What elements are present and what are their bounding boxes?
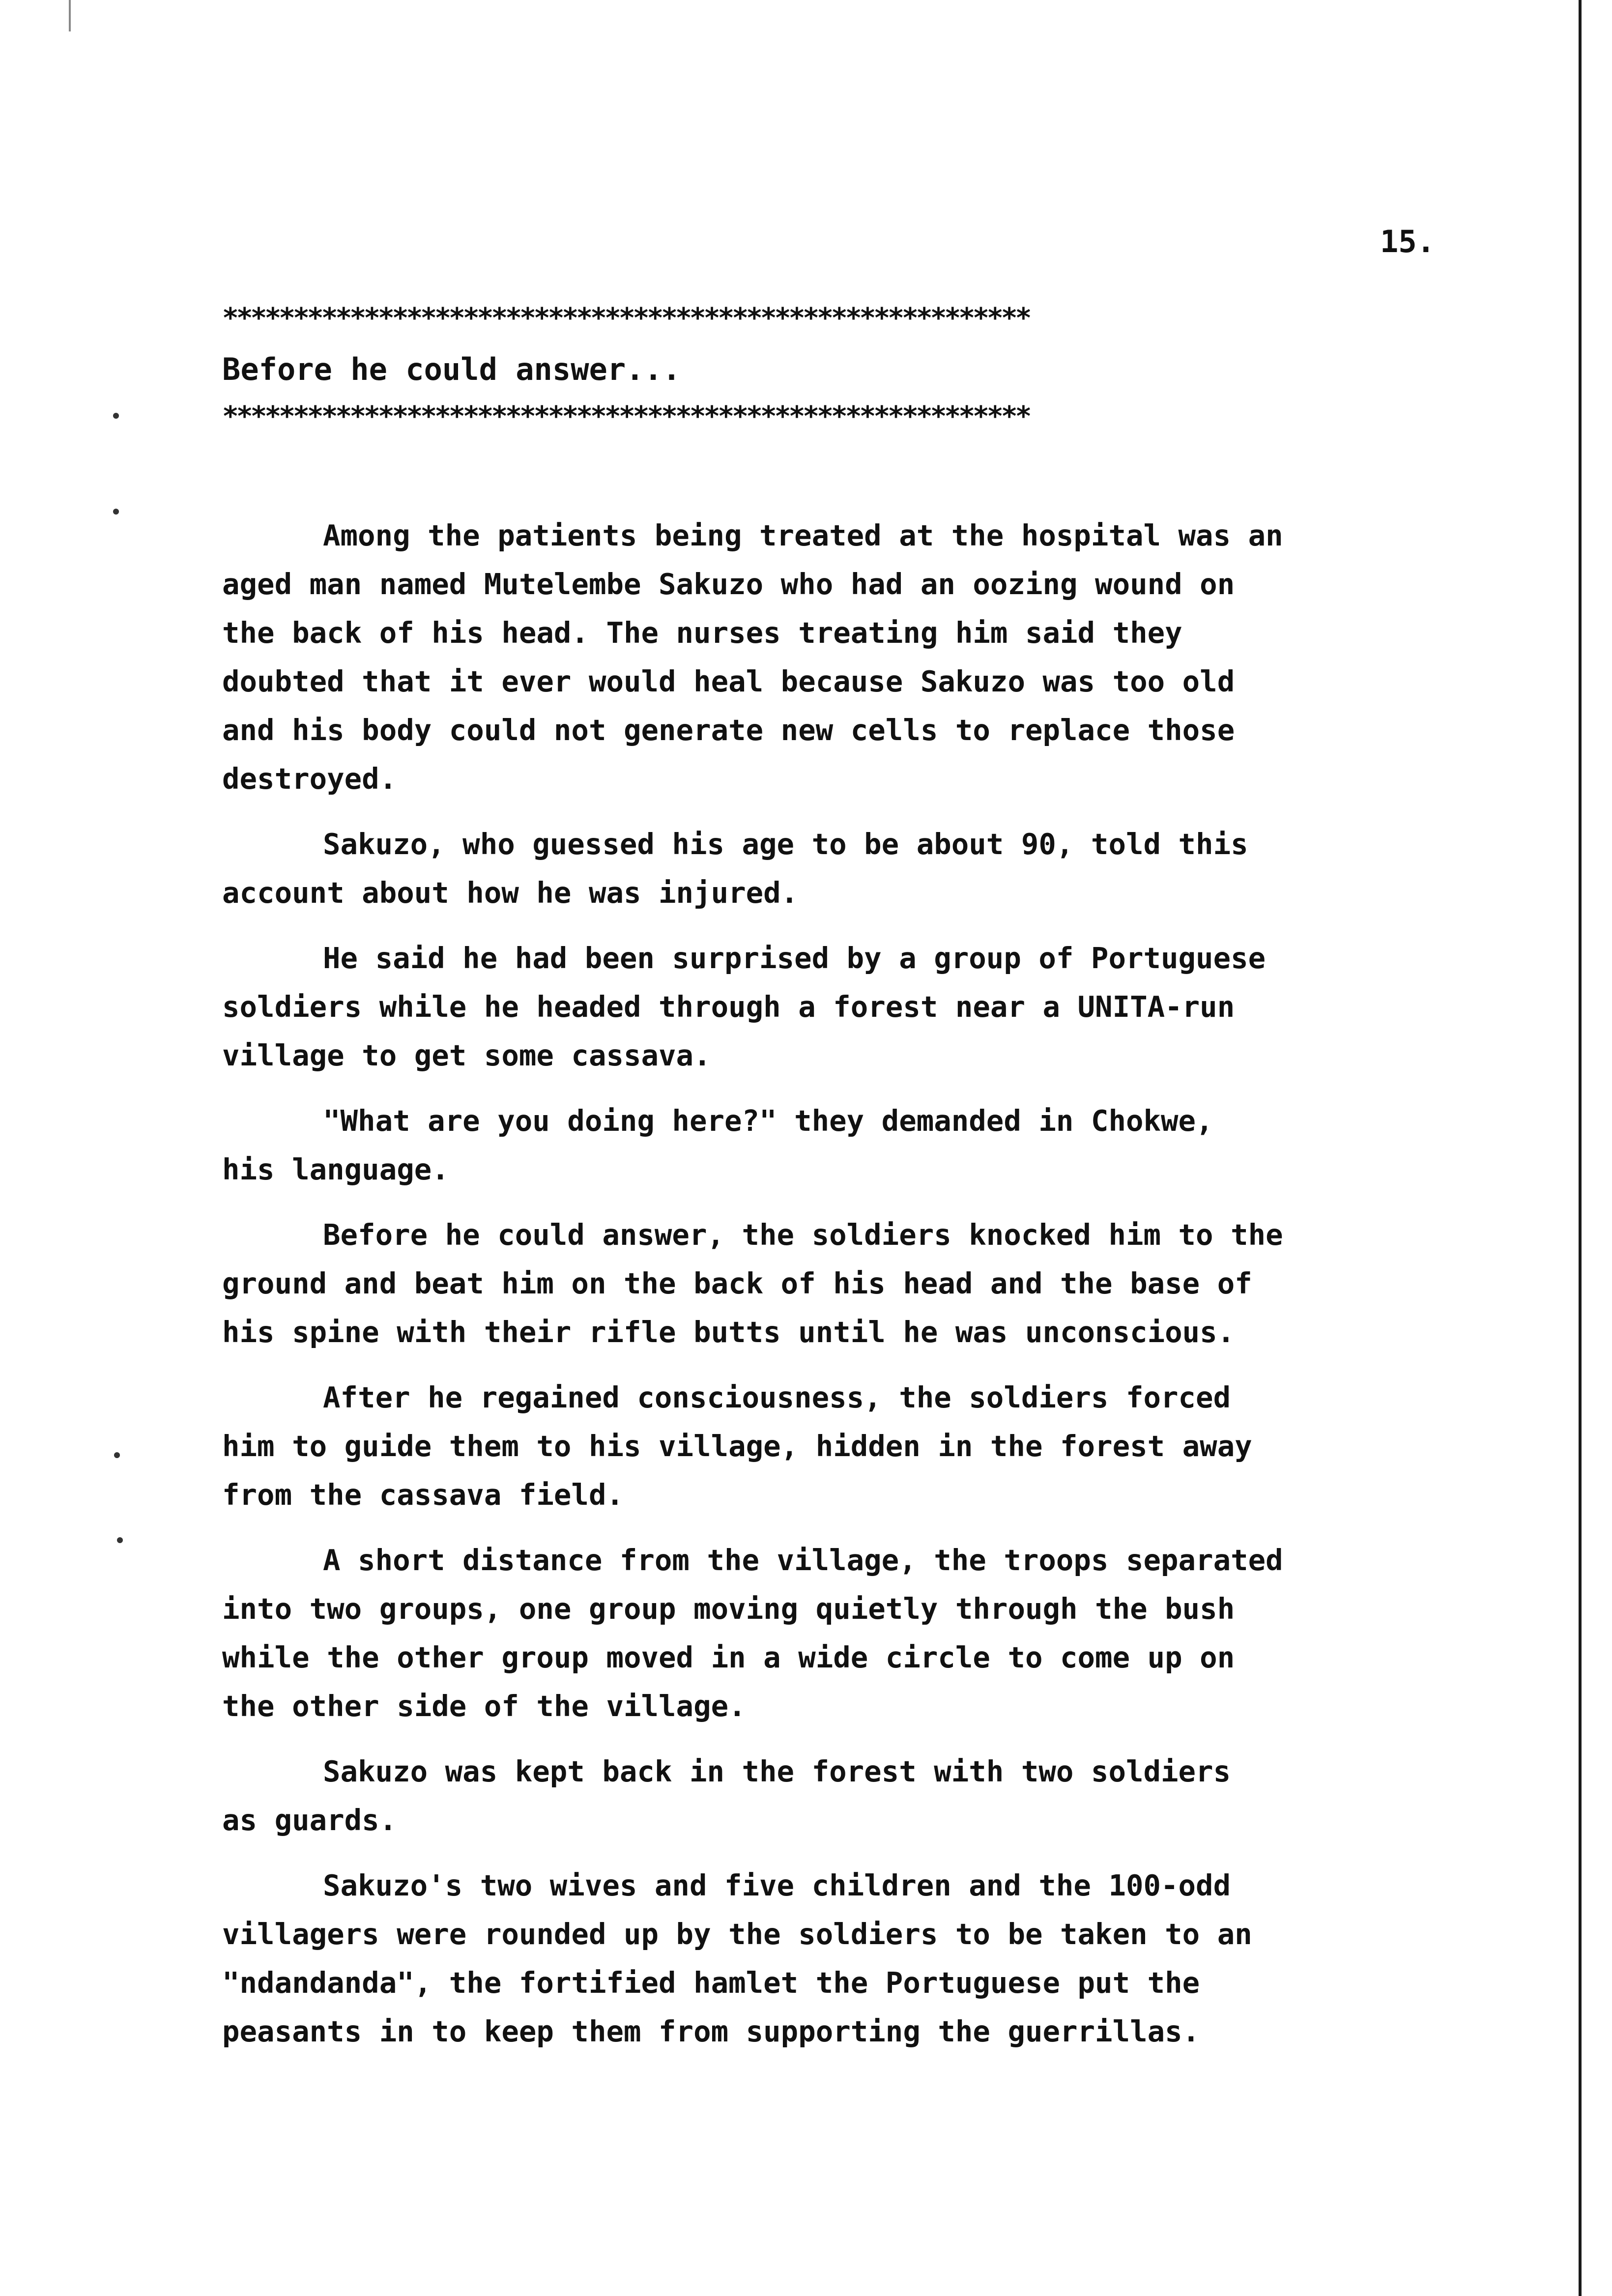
margin-speck	[114, 1452, 120, 1458]
paragraph: Sakuzo, who guessed his age to be about 90, told this account about how he was injured.	[222, 827, 1248, 910]
section-header: Before he could answer...	[222, 351, 681, 387]
article-body	[222, 511, 1441, 2072]
paragraph: After he regained consciousness, the soldiers forced him to guide them to his village, hidden in the forest away from the cassava field.	[222, 1380, 1252, 1512]
margin-speck	[113, 413, 119, 419]
paragraph: Sakuzo's two wives and five children and the 100-odd villagers were rounded up by the soldiers to be taken to an "ndandanda", the fortified hamlet the Portuguese put the peasants in to keep them from supporting the guerrillas.	[222, 1868, 1252, 2048]
page-number: 15.	[1380, 224, 1435, 259]
margin-speck	[117, 1537, 123, 1543]
paragraph: He said he had been surprised by a group of Portuguese soldiers while he headed through a forest near a UNITA-run village to get some cassava.	[222, 941, 1266, 1072]
asterisk-rule-top: *********************************************************	[222, 302, 1030, 334]
paragraph: Before he could answer, the soldiers knocked him to the ground and beat him on the back of his head and the base of his spine with their rifle butts until he was unconscious.	[222, 1218, 1283, 1349]
asterisk-rule-bottom: *********************************************************	[222, 401, 1030, 432]
page-edge-line	[1579, 0, 1582, 2296]
margin-mark	[69, 0, 71, 31]
margin-speck	[113, 509, 119, 515]
paragraph: "What are you doing here?" they demanded in Chokwe, his language.	[222, 1104, 1213, 1186]
paragraph: Sakuzo was kept back in the forest with two soldiers as guards.	[222, 1754, 1231, 1837]
paragraph: A short distance from the village, the troops separated into two groups, one group moving quietly through the bush while the other group moved in a wide circle to come up on the other side of the village.	[222, 1543, 1283, 1723]
paragraph: Among the patients being treated at the hospital was an aged man named Mutelembe Sakuzo who had an oozing wound on the back of his head. The nurses treating him said they doubted that it ever would heal because Sakuzo was too old and his body could not generate new cells to replace those destroyed.	[222, 518, 1283, 796]
